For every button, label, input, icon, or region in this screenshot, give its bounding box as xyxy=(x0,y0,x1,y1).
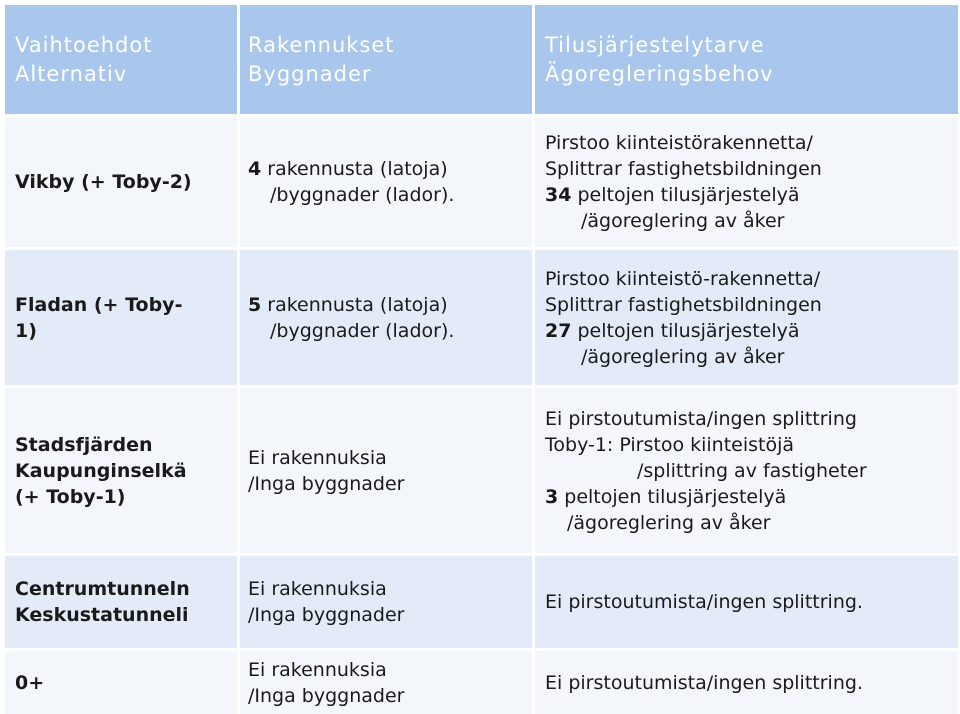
row-fladan-buildings xyxy=(240,250,532,385)
buildings-line-2: /byggnader (lador). xyxy=(270,319,455,342)
row-centrumtunneln-buildings xyxy=(240,556,532,648)
consolidation-line-3 xyxy=(545,484,867,510)
header-consolidation-fi: Tilusjärjestelytarve xyxy=(545,32,765,57)
alternative-label-1: Stadsfjärden xyxy=(15,433,153,456)
buildings-line-1: Ei rakennuksia xyxy=(248,658,387,681)
consolidation-line-4: /ägoreglering av åker xyxy=(581,210,785,232)
consolidation-line-2: Splittrar fastighetsbildningen xyxy=(545,158,822,180)
row-vikby-buildings xyxy=(240,117,532,247)
alternative-label-2: 1) xyxy=(15,319,37,342)
consolidation-line-4: /ägoreglering av åker xyxy=(581,345,785,368)
row-vikby-consolidation xyxy=(535,117,958,247)
buildings-line-1 xyxy=(248,292,454,318)
row-zero-plus-alternative xyxy=(5,651,237,714)
row-fladan-alternative xyxy=(5,250,237,385)
alternative-label-2: Keskustatunneli xyxy=(15,604,189,626)
buildings-count: 5 xyxy=(248,293,262,316)
row-zero-plus-consolidation xyxy=(535,651,958,714)
row-stadsfjarden-consolidation xyxy=(535,388,958,553)
fields-count: 3 xyxy=(545,485,559,508)
buildings-line-2: /Inga byggnader xyxy=(248,684,405,707)
consolidation-line-1: Pirstoo kiinteistö-rakennetta/ xyxy=(545,267,821,290)
header-consolidation xyxy=(535,5,958,114)
consolidation-line-3 xyxy=(545,318,822,344)
header-buildings xyxy=(240,5,532,114)
fields-count: 34 xyxy=(545,184,572,206)
consolidation-line-1: Ei pirstoutumista/ingen splittring xyxy=(545,407,857,430)
consolidation-text-3: peltojen tilusjärjestelyä xyxy=(571,184,800,206)
row-centrumtunneln-alternative xyxy=(5,556,237,648)
consolidation-line-3 xyxy=(545,182,822,208)
row-zero-plus-buildings xyxy=(240,651,532,714)
consolidation-text: Ei pirstoutumista/ingen splittring. xyxy=(545,591,863,613)
row-centrumtunneln-consolidation xyxy=(535,556,958,648)
header-buildings-fi: Rakennukset xyxy=(248,32,395,57)
row-stadsfjarden-buildings xyxy=(240,388,532,553)
consolidation-text-3: peltojen tilusjärjestelyä xyxy=(558,485,787,508)
buildings-count: 4 xyxy=(248,158,262,180)
buildings-line-2: /Inga byggnader xyxy=(248,472,405,495)
header-buildings-sv: Byggnader xyxy=(248,61,372,86)
header-alternatives-fi: Vaihtoehdot xyxy=(15,32,153,57)
buildings-text-1: rakennusta (latoja) xyxy=(261,158,448,180)
alternative-label-2: Kaupunginselkä xyxy=(15,459,187,482)
buildings-line-1: Ei rakennuksia xyxy=(248,446,387,469)
buildings-text-1: rakennusta (latoja) xyxy=(261,293,448,316)
consolidation-line-2b: /splittring av fastigheter xyxy=(637,459,867,482)
alternative-label-1: Centrumtunneln xyxy=(15,578,190,600)
consolidation-line-2: Toby-1: Pirstoo kiinteistöjä xyxy=(545,433,795,456)
fields-count: 27 xyxy=(545,319,572,342)
header-alternatives-sv: Alternativ xyxy=(15,61,128,86)
buildings-line-1: Ei rakennuksia xyxy=(248,578,387,600)
header-consolidation-sv: Ägoregleringsbehov xyxy=(545,61,774,86)
row-fladan-consolidation xyxy=(535,250,958,385)
row-stadsfjarden-alternative xyxy=(5,388,237,553)
header-alternatives xyxy=(5,5,237,114)
consolidation-line-1: Pirstoo kiinteistörakennetta/ xyxy=(545,132,813,154)
buildings-line-2: /Inga byggnader xyxy=(248,604,405,626)
buildings-line-1 xyxy=(248,156,454,182)
alternative-label: 0+ xyxy=(15,671,45,694)
alternative-label-1: Fladan (+ Toby- xyxy=(15,293,183,316)
consolidation-line-4: /ägoreglering av åker xyxy=(567,511,771,534)
row-vikby-alternative xyxy=(5,117,237,247)
buildings-line-2: /byggnader (lador). xyxy=(270,184,455,206)
consolidation-text: Ei pirstoutumista/ingen splittring. xyxy=(545,671,863,694)
consolidation-text-3: peltojen tilusjärjestelyä xyxy=(571,319,800,342)
alternative-label: Vikby (+ Toby-2) xyxy=(15,171,192,193)
consolidation-line-2: Splittrar fastighetsbildningen xyxy=(545,293,822,316)
alternative-label-3: (+ Toby-1) xyxy=(15,485,126,508)
